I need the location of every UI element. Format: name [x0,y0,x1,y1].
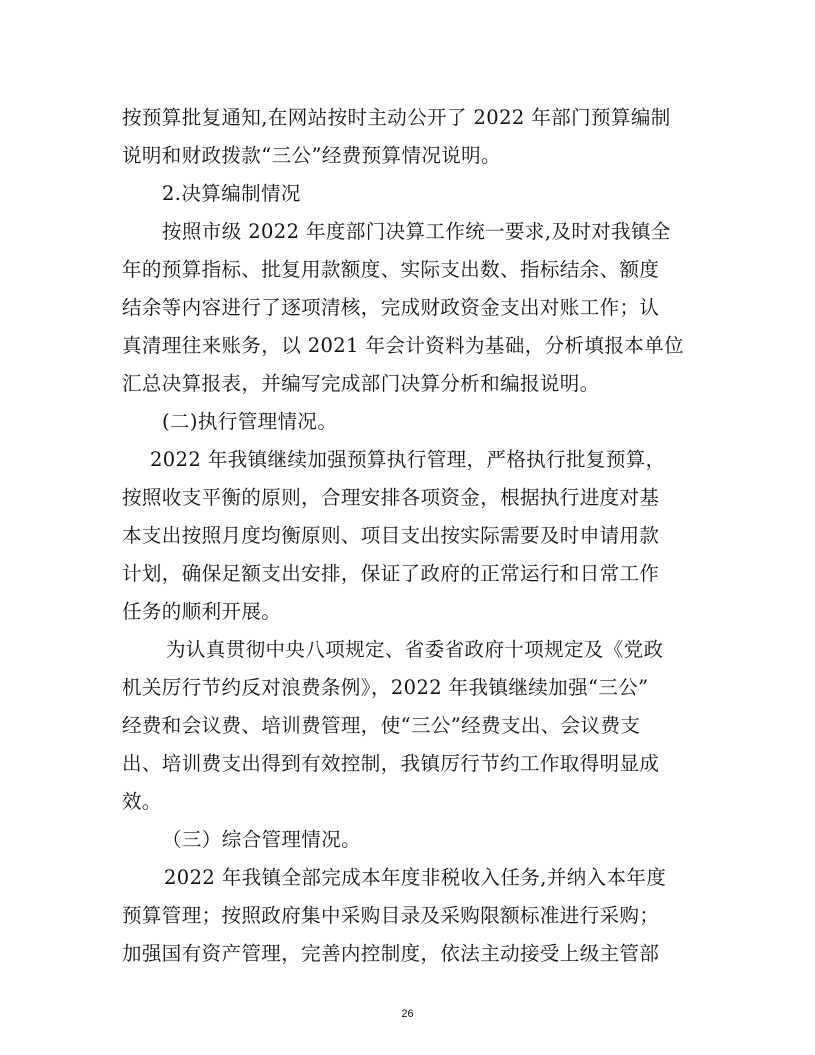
text-line: 经费和会议费、培训费管理，使“三公”经费支出、会议费支 [122,714,641,737]
text-line: 真清理往来账务，以 2021 年会计资料为基础，分析填报本单位 [122,334,684,357]
text-line: 为认真贯彻中央八项规定、省委省政府十项规定及《党政 [166,638,664,661]
text-line: 按预算批复通知,在网站按时主动公开了 2022 年部门预算编制 [122,106,671,129]
text-line: 说明和财政拨款“三公”经费预算情况说明。 [122,144,501,167]
page-number: 26 [401,1008,414,1020]
text-line: 出、培训费支出得到有效控制，我镇厉行节约工作取得明显成 [122,752,660,775]
text-line: 年的预算指标、批复用款额度、实际支出数、指标结余、额度 [122,258,660,281]
text-line: 2022 年我镇继续加强预算执行管理，严格执行批复预算， [150,448,666,471]
text-line: 加强国有资产管理，完善内控制度，依法主动接受上级主管部 [122,942,660,965]
section-heading: 2.决算编制情况 [162,182,301,205]
section-heading: （三）综合管理情况。 [162,828,362,851]
text-line: 机关厉行节约反对浪费条例》，2022 年我镇继续加强“三公” [122,676,649,699]
text-line: 计划，确保足额支出安排，保证了政府的正常运行和日常工作 [122,562,660,585]
text-line: 2022 年我镇全部完成本年度非税收入任务,并纳入本年度 [164,866,667,889]
text-line: 结余等内容进行了逐项清核，完成财政资金支出对账工作；认 [122,296,660,319]
text-line: 按照收支平衡的原则，合理安排各项资金，根据执行进度对基 [122,486,660,509]
text-line: 按照市级 2022 年度部门决算工作统一要求,及时对我镇全 [162,220,671,243]
text-line: 汇总决算报表，并编写完成部门决算分析和编报说明。 [122,372,600,395]
text-line: 效。 [122,790,162,813]
text-line: 本支出按照月度均衡原则、项目支出按实际需要及时申请用款 [122,524,660,547]
text-line: 预算管理；按照政府集中采购目录及采购限额标准进行采购； [122,904,660,927]
text-line: 任务的顺利开展。 [122,600,282,623]
section-heading: (二)执行管理情况。 [162,410,338,433]
